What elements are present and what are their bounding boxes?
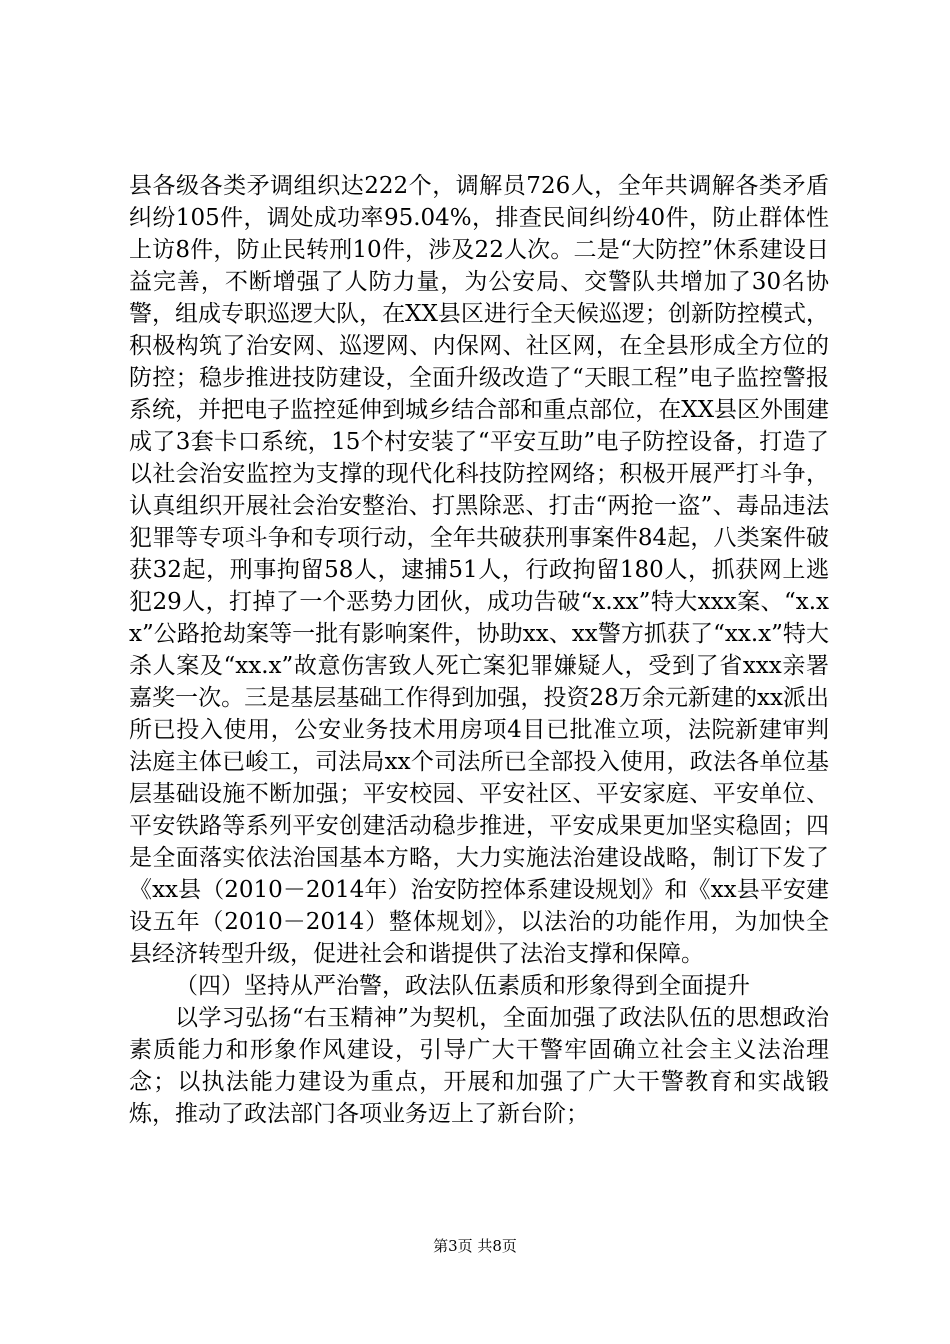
paragraph-1: 县各级各类矛调组织达222个，调解员726人，全年共调解各类矛盾纠纷105件，调处成功率95.04%，排查民间纠纷40件，防止群体性上访8件，防止民转刑10件，涉及22人次。二是“大防控”休系建设日益完善，不断增强了人防力量，为公安局、交警队共增加了30名协警，组成专职巡逻大队，在XX县区进行全天候巡逻；创新防控模式，积极构筑了治安网、巡逻网、内保网、社区网，在全县形成全方位的防控；稳步推进技防建设，全面升级改造了“天眼工程”电子监控警报系统，并把电子监控延伸到城乡结合部和重点部位，在XX县区外围建成了3套卡口系统，15个村安装了“平安互助”电子防控设备，打造了以社会治安监控为支撑的现代化科技防控网络；积极开展严打斗争，认真组织开展社会治安整治、打黑除恶、打击“两抢一盗”、毒品违法犯罪等专项斗争和专项行动，全年共破获刑事案件84起，八类案件破获32起，刑事拘留58人，逮捕51人，行政拘留180人，抓获网上逃犯29人，打掉了一个恶势力团伙，成功告破“x.xx”特大xxx案、“x.xx”公路抢劫案等一批有影响案件，协助xx、xx警方抓获了“xx.x”特大杀人案及“xx.x”故意伤害致人死亡案犯罪嫌疑人，受到了省xxx亲署嘉奖一次。三是基层基础工作得到加强，投资28万余元新建的xx派出所已投入使用，公安业务技术用房项4目已批准立项，法院新建审判法庭主体已峻工，司法局xx个司法所已全部投入使用，政法各单位基层基础设施不断加强；平安校园、平安社区、平安家庭、平安单位、平安铁路等系列平安创建活动稳步推进，平安成果更加坚实稳固；四是全面落实依法治国基本方略，大力实施法治建设战略，制订下发了《xx县（2010－2014年）治安防控体系建设规划》和《xx县平安建设五年（2010－2014）整体规划》，以法治的功能作用，为加快全县经济转型升级，促进社会和谐提供了法治支撑和保障。 bbox=[129, 173, 829, 967]
section-heading-4: （四）坚持从严治警，政法队伍素质和形象得到全面提升 bbox=[175, 973, 750, 999]
page-footer bbox=[0, 1236, 950, 1256]
body-text bbox=[129, 170, 829, 1130]
page-number: 第3页 共8页 bbox=[433, 1237, 517, 1255]
paragraph-2: 以学习弘扬“右玉精神”为契机，全面加强了政法队伍的思想政治素质能力和形象作风建设，引导广大干警牢固确立社会主义法治理念；以执法能力建设为重点，开展和加强了广大干警教育和实战锻炼，推动了政法部门各项业务迈上了新台阶； bbox=[129, 1005, 829, 1127]
